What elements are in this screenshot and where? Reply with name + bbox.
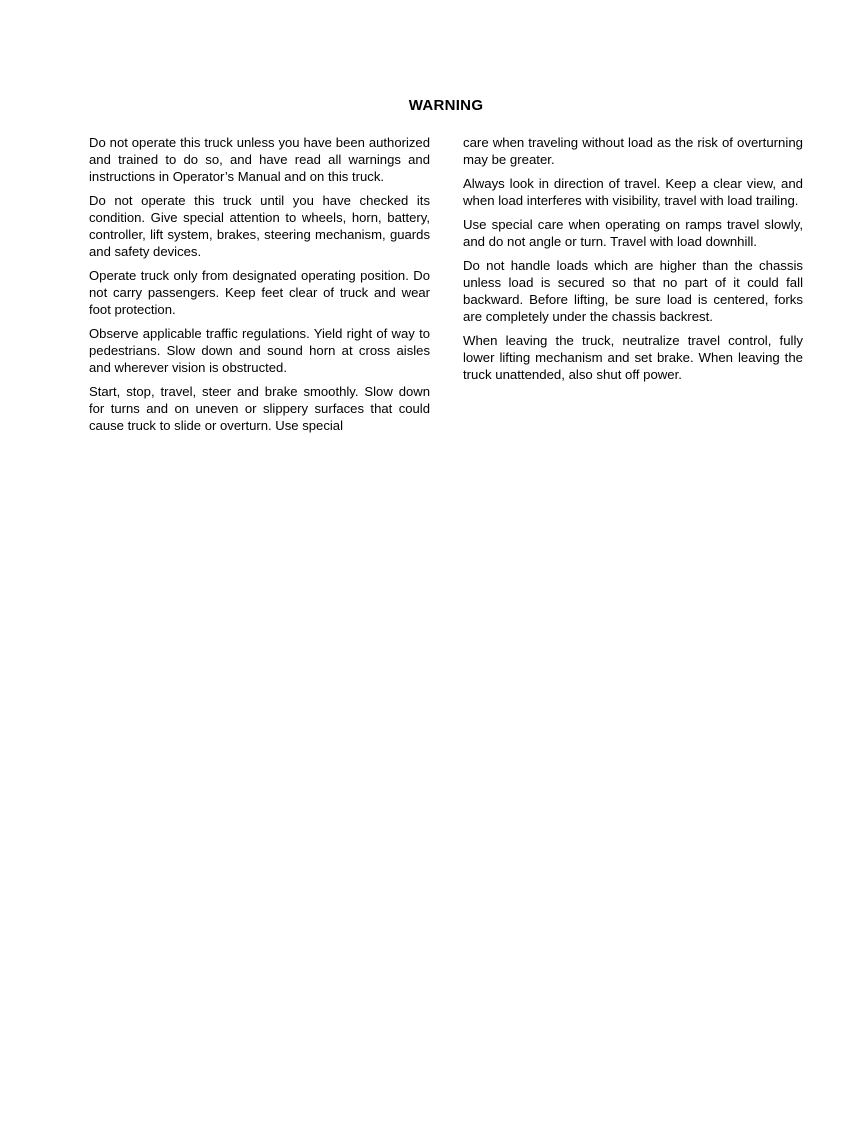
warning-paragraph: Observe applicable traffic regulations. Yield right of way to pedestrians. Slow down and sound horn at cross aisles and wherever vision is obstructed. bbox=[89, 326, 430, 375]
warning-paragraph: care when traveling without load as the risk of overturning may be greater. bbox=[463, 135, 803, 167]
warning-title: WARNING bbox=[408, 97, 484, 114]
warning-paragraph: When leaving the truck, neutralize travel control, fully lower lifting mechanism and set brake. When leaving the truck unattended, also shut off power. bbox=[463, 333, 803, 382]
warning-paragraph: Always look in direction of travel. Keep a clear view, and when load interferes with visibility, travel with load trailing. bbox=[463, 176, 803, 208]
warning-paragraph: Operate truck only from designated operating position. Do not carry passengers. Keep feet clear of truck and wear foot protection. bbox=[89, 268, 430, 317]
warning-paragraph: Do not operate this truck until you have checked its condition. Give special attention to wheels, horn, battery, controller, lift system, brakes, steering mechanism, guards and safety devices. bbox=[89, 193, 430, 259]
warning-paragraph: Do not operate this truck unless you have been authorized and trained to do so, and have read all warnings and instructions in Operator’s Manual and on this truck. bbox=[89, 135, 430, 184]
left-column bbox=[89, 134, 430, 441]
right-column bbox=[463, 134, 803, 390]
warning-paragraph: Use special care when operating on ramps travel slowly, and do not angle or turn. Travel with load downhill. bbox=[463, 217, 803, 249]
warning-paragraph: Start, stop, travel, steer and brake smoothly. Slow down for turns and on uneven or slippery surfaces that could cause truck to slide or overturn. Use special bbox=[89, 384, 430, 433]
warning-paragraph: Do not handle loads which are higher than the chassis unless load is secured so that no part of it could fall backward. Before lifting, be sure load is centered, forks are completely under the chassis backrest. bbox=[463, 258, 803, 324]
